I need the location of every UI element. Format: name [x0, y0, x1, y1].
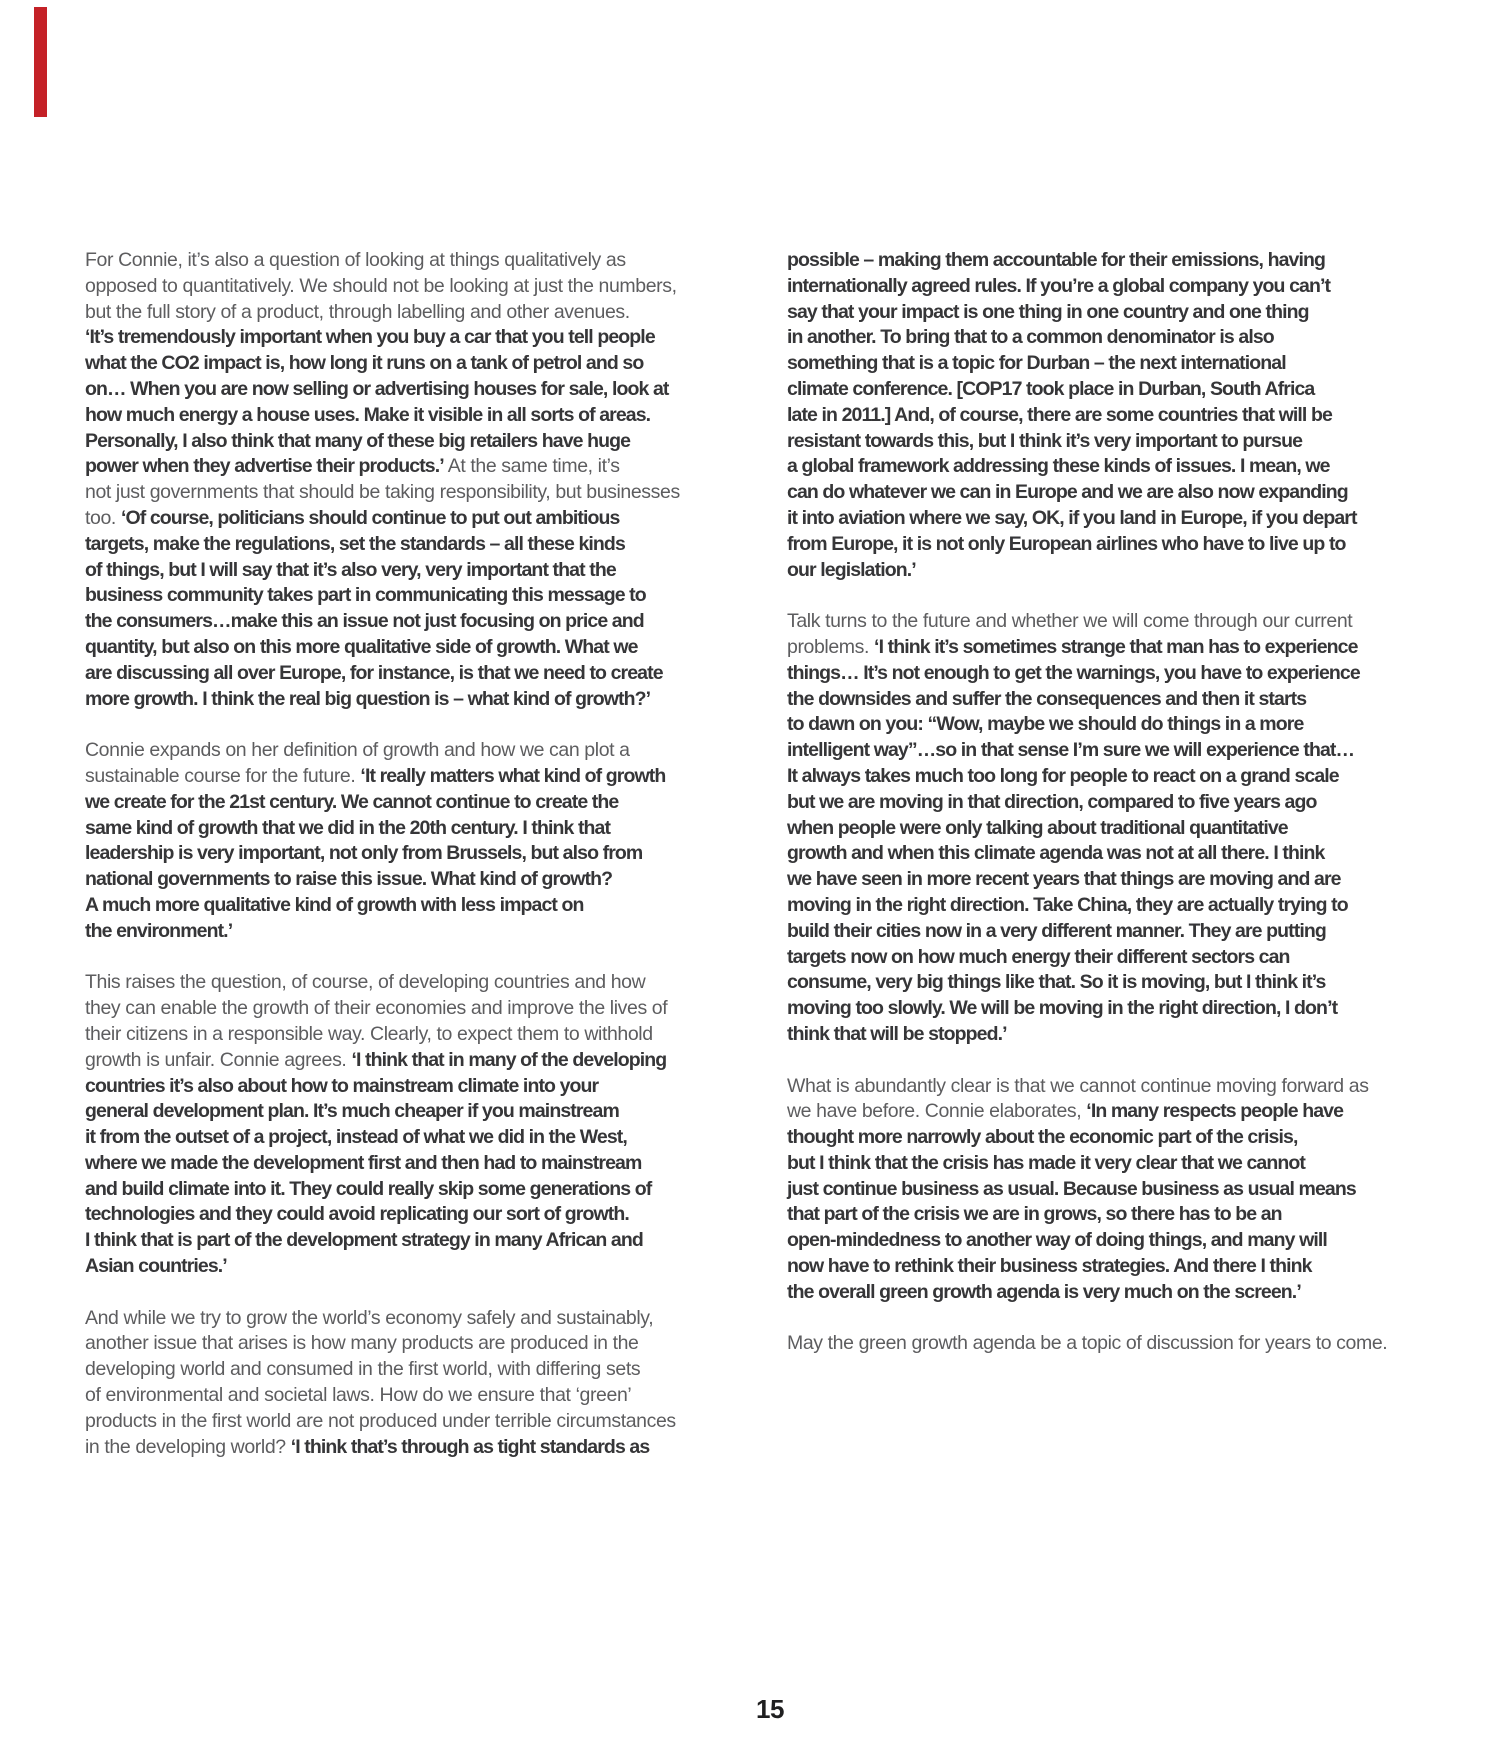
body-text: opposed to quantitatively. We should not be looking at just the numbers, [85, 274, 677, 297]
text-line [787, 1202, 1467, 1228]
bold-quote-text: moving in the right direction. Take China, they are actually trying to [787, 893, 1348, 916]
right-text-column [787, 248, 1467, 1357]
body-text: products in the first world are not produced under terrible circumstances [85, 1409, 676, 1432]
text-line [787, 300, 1467, 326]
text-line [85, 1151, 745, 1177]
text-line [787, 403, 1467, 429]
bold-quote-text: we create for the 21st century. We cannot continue to create the [85, 790, 619, 813]
bold-quote-text: when people were only talking about traditional quantitative [787, 816, 1288, 839]
bold-quote-text: business community takes part in communicating this message to [85, 584, 646, 607]
bold-quote-text: same kind of growth that we did in the 20th century. I think that [85, 816, 611, 839]
bold-quote-text: ‘It’s tremendously important when you buy a car that you tell people [85, 326, 655, 349]
bold-quote-text: things… It’s not enough to get the warnings, you have to experience [787, 661, 1360, 684]
body-text: not just governments that should be taking responsibility, but businesses [85, 481, 680, 504]
text-line [85, 1306, 745, 1332]
text-line [85, 1331, 745, 1357]
bold-quote-text: countries it’s also about how to mainstream climate into your [85, 1074, 599, 1097]
body-text: their citizens in a responsible way. Clearly, to expect them to withhold [85, 1022, 653, 1045]
body-text: Talk turns to the future and whether we will come through our current [787, 610, 1353, 633]
text-line [787, 816, 1467, 842]
bold-quote-text: ‘I think it’s sometimes strange that man has to experience [874, 635, 1358, 658]
text-line [787, 945, 1467, 971]
text-line [787, 970, 1467, 996]
paragraph [787, 1074, 1467, 1306]
text-line [85, 1228, 745, 1254]
bold-quote-text: Personally, I also think that many of these big retailers have huge [85, 429, 631, 452]
text-line [85, 816, 745, 842]
body-text: May the green growth agenda be a topic of discussion for years to come. [787, 1332, 1388, 1355]
bold-quote-text: internationally agreed rules. If you’re a global company you can’t [787, 274, 1331, 297]
text-line [787, 1177, 1467, 1203]
bold-quote-text: something that is a topic for Durban – the next international [787, 352, 1286, 375]
text-line [787, 1228, 1467, 1254]
paragraph [85, 738, 745, 944]
text-line [85, 403, 745, 429]
bold-quote-text: in another. To bring that to a common denominator is also [787, 326, 1274, 349]
bold-quote-text: late in 2011.] And, of course, there are some countries that will be [787, 403, 1332, 426]
bold-quote-text: consume, very big things like that. So it is moving, but I think it’s [787, 971, 1326, 994]
paragraph [787, 248, 1467, 583]
bold-quote-text: ‘I think that’s through as tight standards as [290, 1435, 650, 1458]
body-text: And while we try to grow the world’s economy safely and sustainably, [85, 1306, 654, 1329]
bold-quote-text: and build climate into it. They could really skip some generations of [85, 1177, 652, 1200]
text-line [85, 738, 745, 764]
text-line [85, 970, 745, 996]
bold-quote-text: it into aviation where we say, OK, if you land in Europe, if you depart [787, 506, 1357, 529]
bold-quote-text: national governments to raise this issue. What kind of growth? [85, 868, 613, 891]
bold-quote-text: ‘It really matters what kind of growth [360, 764, 666, 787]
text-line [85, 996, 745, 1022]
bold-quote-text: on… When you are now selling or advertising houses for sale, look at [85, 377, 669, 400]
text-line [787, 867, 1467, 893]
bold-quote-text: to dawn on you: “Wow, maybe we should do things in a more [787, 713, 1304, 736]
text-line [85, 1254, 745, 1280]
paragraph [85, 970, 745, 1280]
text-line [85, 377, 745, 403]
text-line [85, 1202, 745, 1228]
bold-quote-text: the environment.’ [85, 919, 233, 942]
body-text: At the same time, it’s [443, 455, 620, 478]
text-line [85, 325, 745, 351]
text-line [85, 1177, 745, 1203]
bold-quote-text: just continue business as usual. Because business as usual means [787, 1177, 1356, 1200]
text-line [85, 919, 745, 945]
bold-quote-text: what the CO2 impact is, how long it runs on a tank of petrol and so [85, 352, 644, 375]
text-line [85, 661, 745, 687]
bold-quote-text: targets, make the regulations, set the standards – all these kinds [85, 532, 625, 555]
text-line [787, 841, 1467, 867]
bold-quote-text: are discussing all over Europe, for instance, is that we need to create [85, 661, 663, 684]
text-line [787, 712, 1467, 738]
bold-quote-text: A much more qualitative kind of growth with less impact on [85, 893, 584, 916]
text-line [85, 867, 745, 893]
text-line [787, 480, 1467, 506]
bold-quote-text: leadership is very important, not only from Brussels, but also from [85, 842, 643, 865]
body-text: another issue that arises is how many products are produced in the [85, 1332, 639, 1355]
text-line [85, 1048, 745, 1074]
bold-quote-text: our legislation.’ [787, 558, 916, 581]
text-line [787, 532, 1467, 558]
bold-quote-text: ‘Of course, politicians should continue to put out ambitious [120, 506, 620, 529]
body-text: problems. [787, 635, 875, 658]
bold-quote-text: think that will be stopped.’ [787, 1022, 1007, 1045]
text-line [787, 609, 1467, 635]
bold-quote-text: it from the outset of a project, instead of what we did in the West, [85, 1126, 627, 1149]
bold-quote-text: ‘I think that in many of the developing [351, 1048, 667, 1071]
bold-quote-text: general development plan. It’s much cheaper if you mainstream [85, 1100, 619, 1123]
body-text: but the full story of a product, through labelling and other avenues. [85, 300, 630, 323]
text-line [85, 1357, 745, 1383]
body-text: For Connie, it’s also a question of looking at things qualitatively as [85, 249, 626, 271]
text-line [787, 1125, 1467, 1151]
body-text: in the developing world? [85, 1435, 291, 1458]
bold-quote-text: power when they advertise their products.’ [85, 455, 444, 478]
text-line [787, 506, 1467, 532]
text-line [85, 1125, 745, 1151]
bold-quote-text: thought more narrowly about the economic part of the crisis, [787, 1126, 1298, 1149]
left-text-column [85, 248, 745, 1460]
text-line [787, 558, 1467, 584]
bold-quote-text: but we are moving in that direction, compared to five years ago [787, 790, 1317, 813]
text-line [85, 687, 745, 713]
text-line [85, 790, 745, 816]
text-line [787, 377, 1467, 403]
text-line [85, 1383, 745, 1409]
text-line [85, 300, 745, 326]
body-text: What is abundantly clear is that we cannot continue moving forward as [787, 1074, 1369, 1097]
text-line [85, 532, 745, 558]
text-line [85, 351, 745, 377]
bold-quote-text: open-mindedness to another way of doing things, and many will [787, 1229, 1327, 1252]
text-line [85, 635, 745, 661]
bold-quote-text: It always takes much too long for people to react on a grand scale [787, 764, 1339, 787]
page-number: 15 [756, 1694, 784, 1724]
text-line [787, 1331, 1467, 1357]
bold-quote-text: how much energy a house uses. Make it visible in all sorts of areas. [85, 403, 651, 426]
bold-quote-text: the overall green growth agenda is very much on the screen.’ [787, 1280, 1301, 1303]
text-line [787, 274, 1467, 300]
red-ribbon-decoration [34, 7, 47, 117]
text-line [85, 1099, 745, 1125]
text-line [787, 1151, 1467, 1177]
text-line [787, 738, 1467, 764]
body-text: of environmental and societal laws. How do we ensure that ‘green’ [85, 1384, 632, 1407]
bold-quote-text: quantity, but also on this more qualitative side of growth. What we [85, 635, 638, 658]
bold-quote-text: can do whatever we can in Europe and we are also now expanding [787, 481, 1348, 504]
text-line [787, 248, 1467, 274]
bold-quote-text: the downsides and suffer the consequences and then it starts [787, 687, 1307, 710]
bold-quote-text: growth and when this climate agenda was not at all there. I think [787, 842, 1325, 865]
bold-quote-text: where we made the development first and then had to mainstream [85, 1151, 642, 1174]
paragraph [85, 1306, 745, 1461]
body-text: too. [85, 506, 121, 529]
text-line [787, 325, 1467, 351]
body-text: developing world and consumed in the first world, with differing sets [85, 1358, 641, 1381]
text-line [787, 893, 1467, 919]
bold-quote-text: technologies and they could avoid replicating our sort of growth. [85, 1203, 629, 1226]
text-line [85, 841, 745, 867]
text-line [85, 764, 745, 790]
text-line [787, 635, 1467, 661]
bold-quote-text: now have to rethink their business strategies. And there I think [787, 1255, 1312, 1278]
bold-quote-text: we have seen in more recent years that things are moving and are [787, 868, 1341, 891]
text-line [787, 1280, 1467, 1306]
bold-quote-text: say that your impact is one thing in one country and one thing [787, 300, 1309, 323]
text-line [85, 1409, 745, 1435]
text-line [787, 1254, 1467, 1280]
text-line [787, 764, 1467, 790]
text-line [787, 454, 1467, 480]
body-text: they can enable the growth of their economies and improve the lives of [85, 997, 668, 1020]
text-line [85, 274, 745, 300]
text-line [787, 996, 1467, 1022]
text-line [85, 506, 745, 532]
text-line [85, 454, 745, 480]
text-line [787, 429, 1467, 455]
text-line [787, 1022, 1467, 1048]
bold-quote-text: moving too slowly. We will be moving in the right direction, I don’t [787, 997, 1338, 1020]
text-line [85, 583, 745, 609]
text-line [787, 790, 1467, 816]
bold-quote-text: of things, but I will say that it’s also very, very important that the [85, 558, 616, 581]
bold-quote-text: resistant towards this, but I think it’s very important to pursue [787, 429, 1303, 452]
text-line [787, 351, 1467, 377]
text-line [787, 1099, 1467, 1125]
paragraph [85, 248, 745, 712]
body-text: growth is unfair. Connie agrees. [85, 1048, 352, 1071]
text-line [787, 1074, 1467, 1100]
paragraph [787, 609, 1467, 1048]
text-line [85, 1074, 745, 1100]
body-text: we have before. Connie elaborates, [787, 1100, 1087, 1123]
bold-quote-text: but I think that the crisis has made it very clear that we cannot [787, 1151, 1305, 1174]
bold-quote-text: more growth. I think the real big question is – what kind of growth?’ [85, 687, 651, 710]
bold-quote-text: intelligent way”…so in that sense I’m sure we will experience that… [787, 739, 1355, 762]
text-line [85, 558, 745, 584]
text-line [85, 609, 745, 635]
text-line [85, 893, 745, 919]
text-line [85, 480, 745, 506]
bold-quote-text: climate conference. [COP17 took place in Durban, South Africa [787, 377, 1315, 400]
bold-quote-text: from Europe, it is not only European airlines who have to live up to [787, 532, 1346, 555]
body-text: Connie expands on her definition of growth and how we can plot a [85, 739, 630, 762]
text-line [85, 1435, 745, 1461]
body-text: This raises the question, of course, of developing countries and how [85, 971, 646, 994]
bold-quote-text: a global framework addressing these kinds of issues. I mean, we [787, 455, 1330, 478]
text-line [787, 661, 1467, 687]
bold-quote-text: ‘In many respects people have [1086, 1100, 1344, 1123]
text-line [85, 248, 745, 274]
text-line [787, 687, 1467, 713]
text-line [85, 1022, 745, 1048]
text-line [787, 919, 1467, 945]
paragraph [787, 1331, 1467, 1357]
body-text: sustainable course for the future. [85, 764, 361, 787]
bold-quote-text: possible – making them accountable for their emissions, having [787, 249, 1326, 271]
bold-quote-text: targets now on how much energy their different sectors can [787, 945, 1290, 968]
bold-quote-text: the consumers…make this an issue not just focusing on price and [85, 610, 644, 633]
bold-quote-text: I think that is part of the development strategy in many African and [85, 1229, 643, 1252]
bold-quote-text: Asian countries.’ [85, 1255, 227, 1278]
text-line [85, 429, 745, 455]
bold-quote-text: build their cities now in a very different manner. They are putting [787, 919, 1326, 942]
bold-quote-text: that part of the crisis we are in grows, so there has to be an [787, 1203, 1282, 1226]
